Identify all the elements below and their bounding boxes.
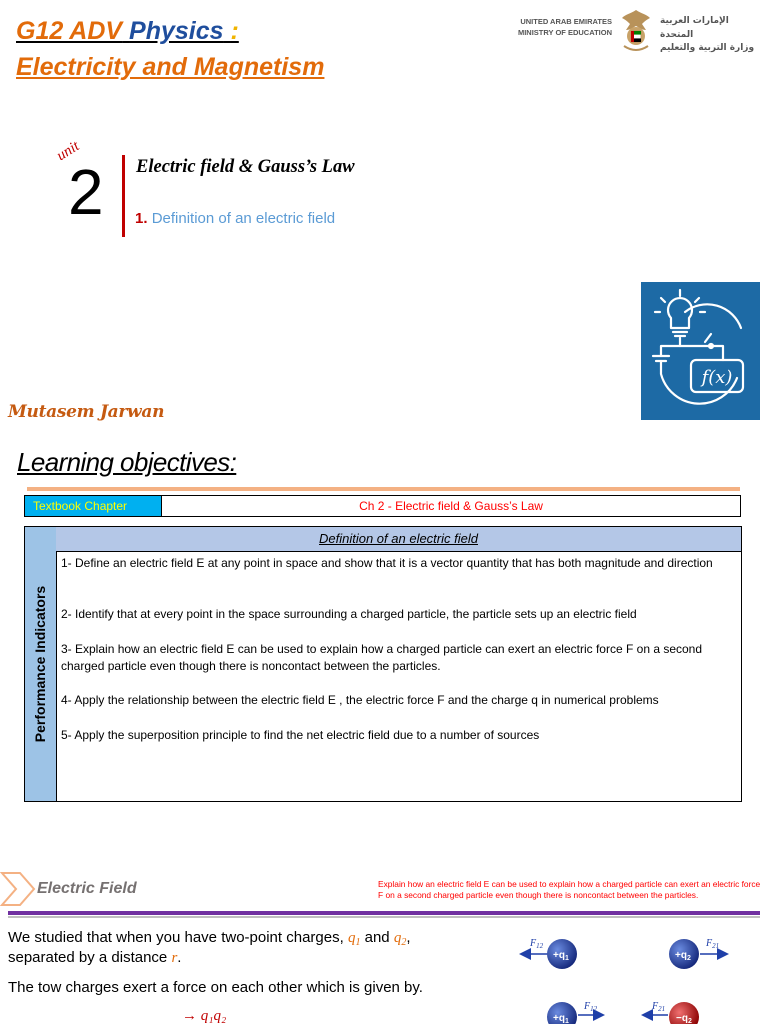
charges-force-diagram — [500, 925, 768, 1024]
text-run: We studied that when you have two-point charges, — [8, 929, 344, 946]
coulomb-formula: → q₁q₂ — [182, 1008, 227, 1024]
text-run: , — [406, 929, 411, 946]
q1-symbol: q — [347, 930, 356, 946]
author-name: Mutasem Jarwan — [8, 402, 165, 422]
svg-text:f(x): f(x) — [701, 367, 733, 388]
divider — [27, 487, 740, 491]
charge-q1 — [348, 930, 361, 946]
unit-divider — [122, 155, 125, 237]
divider — [8, 911, 760, 915]
indicator-item: 5- Apply the superposition principle to find the net electric field due to a number of sources — [61, 728, 540, 742]
paragraph-line — [8, 948, 181, 968]
charge-q2 — [394, 930, 407, 946]
objective-note: Explain how an electric field E can be used to explain how a charged particle can exert an electric force F on a second charged particle even though there is noncontact between the particles. — [378, 879, 761, 900]
textbook-chapter-value: Ch 2 - Electric field & Gauss’s Law — [359, 499, 543, 513]
q2-symbol: q — [393, 930, 402, 946]
performance-indicators-side — [25, 527, 57, 801]
charge-label: $+q_2$ — [675, 950, 691, 962]
learning-objectives-heading: Learning objectives: — [17, 447, 237, 477]
course-subject: Physics — [129, 17, 224, 45]
indicator-item: 4- Apply the relationship between the electric field E , the electric force F and the charge q in numerical problems — [61, 693, 659, 707]
force-label-f21: $F_{21}$ — [706, 938, 720, 950]
charge-label: $-q_2$ — [676, 1013, 692, 1024]
lightbulb-function-icon — [641, 282, 760, 420]
course-title — [16, 19, 239, 44]
ministry-name-ar — [660, 15, 764, 56]
indicator-item: 1- Define an electric field E at any point in space and show that it is a vector quantity that has both magnitude and direction — [61, 556, 713, 570]
lesson-name: Definition of an electric field — [151, 210, 336, 227]
textbook-chapter-label: Textbook Chapter — [25, 496, 162, 516]
table-heading: Definition of an electric field — [56, 527, 741, 552]
paragraph-line: The tow charges exert a force on each other which is given by. — [8, 979, 423, 996]
text-run: and — [364, 929, 390, 946]
force-label-f12: $F_{12}$ — [530, 938, 544, 950]
lesson-number: 1. — [135, 210, 148, 227]
ministry-name-en — [500, 17, 612, 39]
divider — [8, 916, 760, 918]
title-colon: : — [230, 17, 239, 45]
uae-emblem-icon — [616, 8, 656, 54]
chevron-right-icon — [0, 872, 36, 906]
distance-r: r — [171, 950, 178, 966]
lesson-title — [135, 210, 335, 227]
force-label-f12: $F_{12}$ — [584, 1001, 598, 1013]
indicator-item: 3- Explain how an electric field E can be used to explain how a charged particle can exert an electric force F on a second charged particle even though there is noncontact between the particles. — [61, 642, 703, 673]
ministry-ar-line1: الإمارات العربية المتحدة — [660, 16, 729, 40]
course-code: G12 ADV — [16, 17, 123, 45]
ministry-ar-line2: وزارة التربية والتعليم — [660, 43, 755, 53]
charge-label: $+q_1$ — [553, 1013, 569, 1024]
course-subtitle: Electricity and Magnetism — [16, 53, 325, 81]
ministry-en-line2: MINISTRY OF EDUCATION — [517, 27, 612, 37]
performance-indicators-label: Performance Indicators — [32, 585, 48, 743]
ministry-en-line1: UNITED ARAB EMIRATES — [520, 17, 612, 26]
unit-word: unit — [53, 138, 83, 165]
charge-label: $+q_1$ — [553, 950, 569, 962]
indicator-item: 2- Identify that at every point in the space surrounding a charged particle, the particle sets up an electric field — [61, 607, 637, 621]
unit-number: 2 — [68, 156, 104, 228]
section-heading: Electric Field — [37, 880, 137, 897]
performance-indicators-table — [24, 526, 742, 802]
text-run: separated by a distance — [8, 949, 168, 966]
unit-title: Electric field & Gauss’s Law — [136, 157, 355, 177]
text-run: . — [177, 949, 182, 966]
q1-subscript: 1 — [355, 937, 361, 948]
q2-subscript: 2 — [401, 937, 407, 948]
textbook-chapter-row — [24, 495, 741, 517]
force-label-f21: $F_{21}$ — [652, 1001, 666, 1013]
